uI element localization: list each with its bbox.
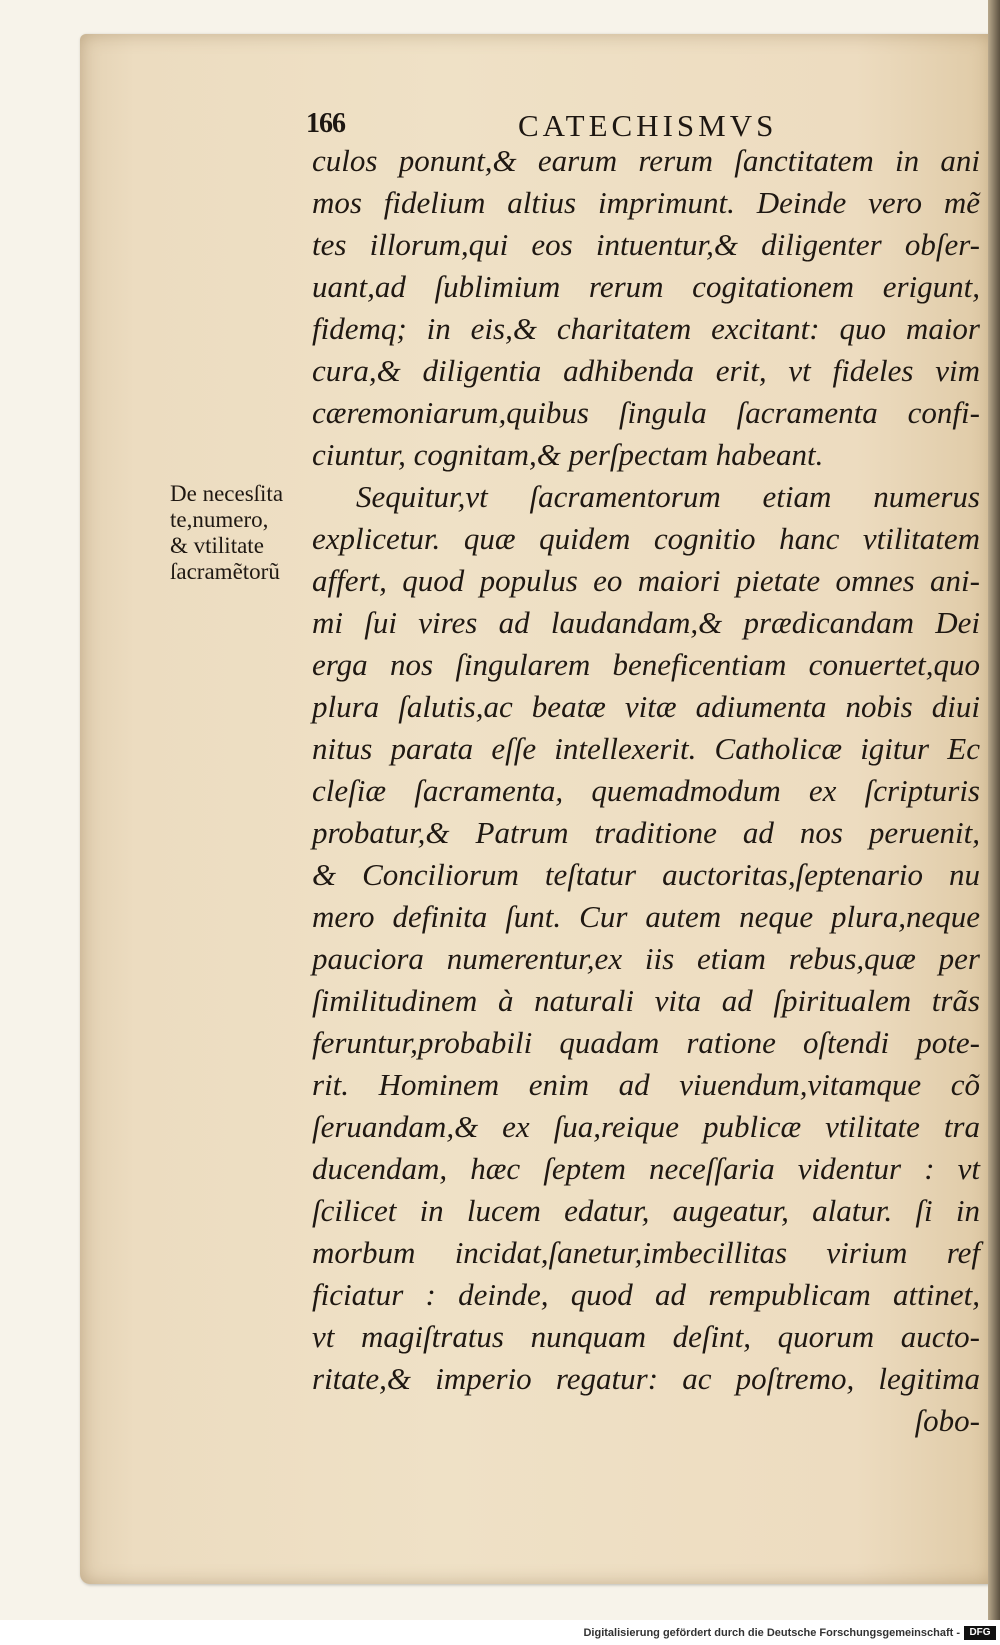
text-line: ducendam, hæc ſeptem neceſſaria videntur : vt bbox=[312, 1151, 980, 1186]
text-line: culos ponunt,& earum rerum ſanctitatem in ani bbox=[312, 143, 980, 178]
text-line: ſimilitudinem à naturali vita ad ſpiritualem trãs bbox=[312, 983, 980, 1018]
text-line: mi ſui vires ad laudandam,& prædicandam Dei bbox=[312, 605, 980, 640]
dfg-logo: DFG bbox=[964, 1626, 996, 1640]
text-line: morbum incidat,ſanetur,imbecillitas virium ref bbox=[312, 1235, 980, 1270]
text-line: mero definita ſunt. Cur autem neque plura,neque bbox=[312, 899, 980, 934]
footer-credit: Digitalisierung gefördert durch die Deutsche Forschungsgemeinschaft - bbox=[583, 1627, 960, 1639]
page-number: 166 bbox=[306, 108, 345, 139]
text-line: & Conciliorum teſtatur auctoritas,ſeptenario nu bbox=[312, 857, 980, 892]
text-line: mos fidelium altius imprimunt. Deinde vero mẽ bbox=[312, 185, 980, 220]
text-line: probatur,& Patrum traditione ad nos peruenit, bbox=[312, 815, 980, 850]
text-line: ſeruandam,& ex ſua,reique publicæ vtilitate tra bbox=[312, 1109, 980, 1144]
marginal-note-line: ſacramẽtorũ bbox=[170, 559, 280, 584]
catchword: ſobo- bbox=[914, 1403, 980, 1438]
marginal-note-line: & vtilitate bbox=[170, 533, 264, 558]
text-line: cæremoniarum,quibus ſingula ſacramenta confi- bbox=[312, 395, 980, 430]
text-line: nitus parata eſſe intellexerit. Catholicæ igitur Ec bbox=[312, 731, 980, 766]
text-line: feruntur,probabili quadam ratione oſtendi pote- bbox=[312, 1025, 980, 1060]
book-edge bbox=[988, 0, 1000, 1620]
paragraph-first-line: Sequitur,vt ſacramentorum etiam numerus bbox=[356, 479, 980, 514]
text-line: rit. Hominem enim ad viuendum,vitamque cõ bbox=[312, 1067, 980, 1102]
marginal-note-line: te,numero, bbox=[170, 507, 269, 532]
text-line: fidemq; in eis,& charitatem excitant: quo maior bbox=[312, 311, 980, 346]
text-line: plura ſalutis,ac beatæ vitæ adiumenta nobis diui bbox=[312, 689, 980, 724]
text-line: explicetur. quæ quidem cognitio hanc vtilitatem bbox=[312, 521, 980, 556]
text-line: cleſiæ ſacramenta, quemadmodum ex ſcripturis bbox=[312, 773, 980, 808]
text-line: erga nos ſingularem beneficentiam conuertet,quo bbox=[312, 647, 980, 682]
text-line: uant,ad ſublimium rerum cogitationem erigunt, bbox=[312, 269, 980, 304]
text-line: ritate,& imperio regatur: ac poſtremo, legitima bbox=[312, 1361, 980, 1396]
text-line: ficiatur : deinde, quod ad rempublicam attinet, bbox=[312, 1277, 980, 1312]
text-line: tes illorum,qui eos intuentur,& diligenter obſer- bbox=[312, 227, 980, 262]
marginal-note-line: De necesſita bbox=[170, 481, 284, 506]
text-line: ſcilicet in lucem edatur, augeatur, alatur. ſi in bbox=[312, 1193, 980, 1228]
text-line: vt magiſtratus nunquam deſint, quorum aucto- bbox=[312, 1319, 980, 1354]
text-line: cura,& diligentia adhibenda erit, vt fideles vim bbox=[312, 353, 980, 388]
text-line: ciuntur, cognitam,& perſpectam habeant. bbox=[312, 437, 824, 472]
text-line: pauciora numerentur,ex iis etiam rebus,quæ per bbox=[312, 941, 980, 976]
marginal-note bbox=[170, 481, 320, 585]
running-head: CATECHISMVS bbox=[518, 108, 778, 143]
text-line: affert, quod populus eo maiori pietate omnes ani- bbox=[312, 563, 980, 598]
